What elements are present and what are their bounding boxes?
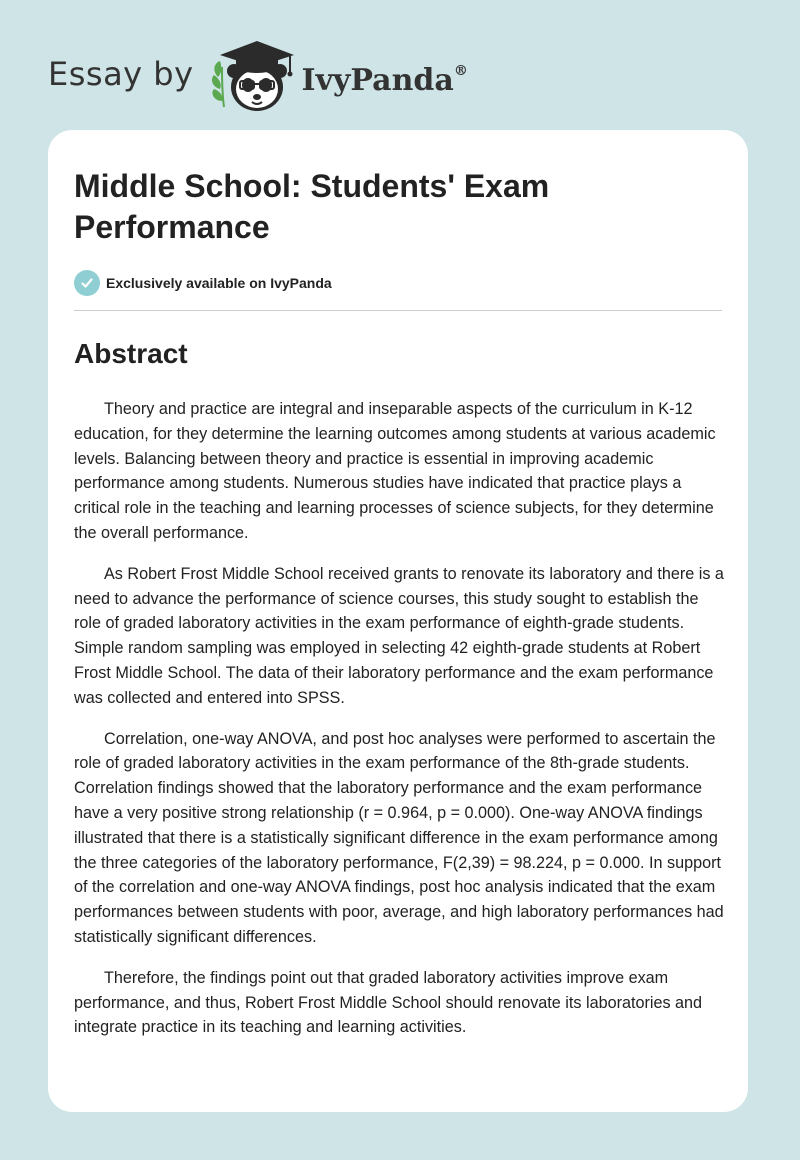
abstract-paragraph-2: As Robert Frost Middle School received grants to renovate its laboratory and there is a need to advance the performance of science courses, this study sought to establish the role of graded laboratory activities in the exam performance of eighth-grade students. Simple random sampling was employed in selecting 42 eighth-grade students at Robert Frost Middle School. The data of their laboratory performance and the exam performance was collected and entered into SPSS. xyxy=(74,564,724,707)
exclusive-badge xyxy=(74,270,722,296)
check-icon xyxy=(74,270,100,296)
essay-by-label: Essay by xyxy=(48,55,194,93)
abstract-paragraph-3: Correlation, one-way ANOVA, and post hoc analyses were performed to ascertain the role of graded laboratory activities in the exam performance of the 8th-grade students. Correlation findings showed that the laboratory performance and the exam performance have a very positive strong relationship (r = 0.964, p = 0.000). One-way ANOVA findings illustrated that there is a statistically significant difference in the exam performance among the three categories of the laboratory performance, F(2,39) = 98.224, p = 0.000. In support of the correlation and one-way ANOVA findings, post hoc analysis indicated that the exam performances between students with poor, average, and high laboratory performances had statistically significant differences. xyxy=(74,729,724,946)
brand-name[interactable]: IvyPanda® xyxy=(301,62,468,98)
panda-logo-icon[interactable] xyxy=(208,37,300,115)
leaf-icon xyxy=(212,61,224,107)
page-title: Middle School: Students' Exam Performance xyxy=(74,168,550,245)
exclusive-label: Exclusively available on IvyPanda xyxy=(106,275,332,291)
abstract-paragraph-4: Therefore, the findings point out that graded laboratory activities improve exam performance, and thus, Robert Frost Middle School should renovate its laboratories and integrate practice in its teaching and learning activities. xyxy=(74,968,703,1037)
section-title-abstract: Abstract xyxy=(74,338,188,369)
abstract-paragraph-1: Theory and practice are integral and inseparable aspects of the curriculum in K-12 education, for they determine the learning outcomes among students at various academic levels. Balancing between theory and practice is essential in improving academic performance among students. Numerous studies have indicated that practice plays a critical role in the teaching and learning processes of science subjects, for they determine the overall performance. xyxy=(74,400,716,542)
divider xyxy=(74,310,722,311)
registered-mark: ® xyxy=(453,62,468,79)
essay-card xyxy=(48,130,748,1112)
site-header xyxy=(48,36,468,116)
